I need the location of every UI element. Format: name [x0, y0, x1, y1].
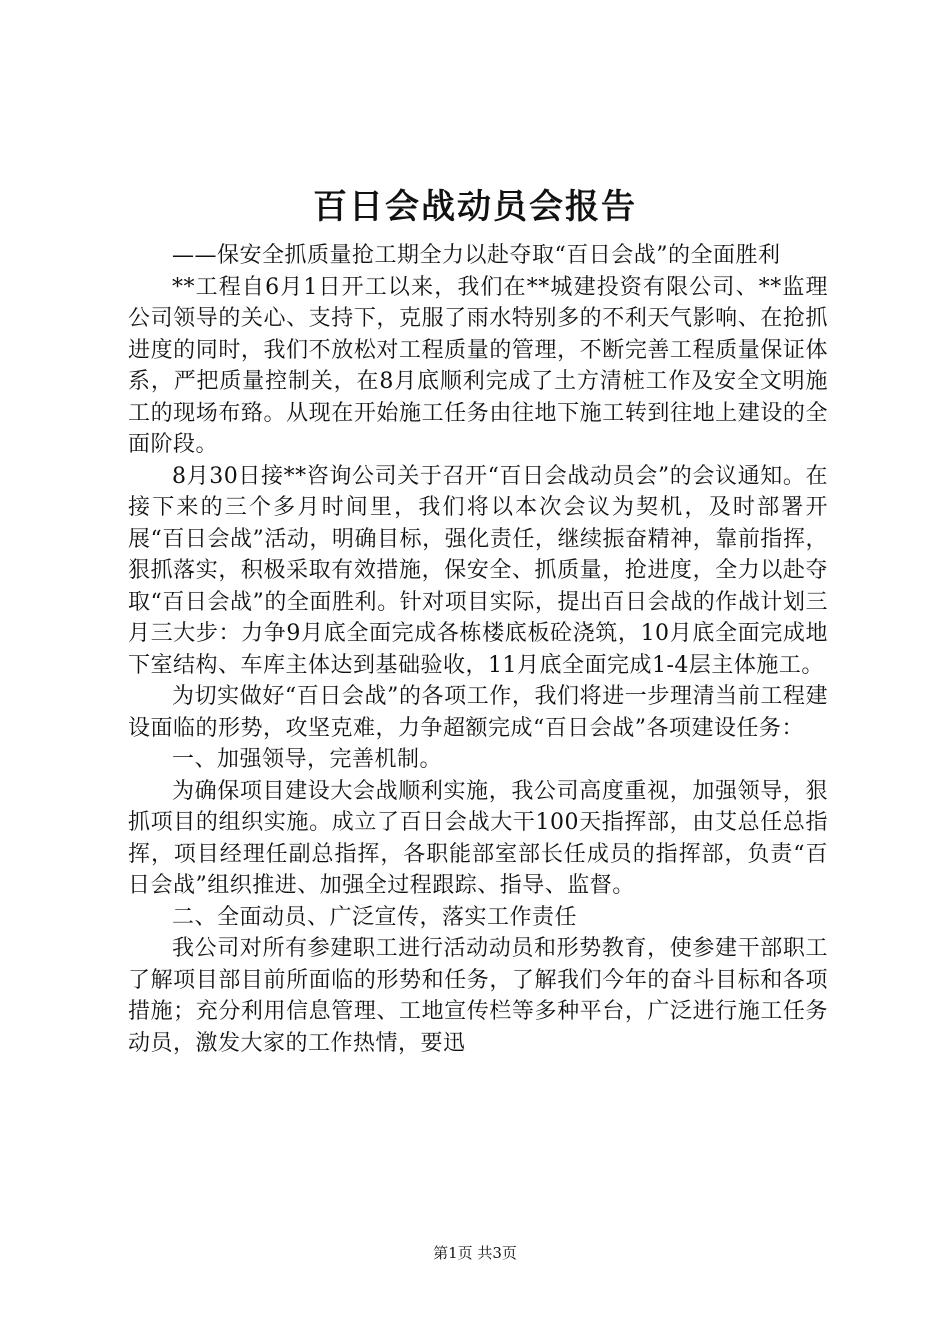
body-paragraph: 为确保项目建设大会战顺利实施，我公司高度重视，加强领导，狠抓项目的组织实施。成立了百日会战大干100天指挥部，由艾总任总指挥，项目经理任副总指挥，各职能部室部长任成员的指挥部，负责“百日会战”组织推进、加强全过程跟踪、指导、监督。: [128, 778, 828, 898]
page-number-footer: 第1页 共3页: [433, 1244, 517, 1262]
body-paragraph: 我公司对所有参建职工进行活动动员和形势教育，使参建干部职工了解项目部目前所面临的形势和任务，了解我们今年的奋斗目标和各项措施；充分利用信息管理、工地宣传栏等多种平台，广泛进行施工任务动员，激发大家的工作热情，要迅: [128, 936, 828, 1056]
body-paragraph: 8月30日接**咨询公司关于召开“百日会战动员会”的会议通知。在接下来的三个多月时间里，我们将以本次会议为契机，及时部署开展“百日会战”活动，明确目标，强化责任，继续振奋精神，靠前指挥，狠抓落实，积极采取有效措施，保安全、抓质量，抢进度，全力以赴夺取“百日会战”的全面胜利。针对项目实际，提出百日会战的作战计划三月三大步：力争9月底全面完成各栋楼底板砼浇筑，10月底全面完成地下室结构、车库主体达到基础验收，11月底全面完成1-4层主体施工。: [128, 463, 828, 678]
section-heading: 一、加强领导，完善机制。: [172, 747, 443, 772]
document-title: 百日会战动员会报告: [313, 187, 637, 227]
body-paragraph: **工程自6月1日开工以来，我们在**城建投资有限公司、**监理公司领导的关心、支持下，克服了雨水特别多的不利天气影响、在抢抓进度的同时，我们不放松对工程质量的管理，不断完善工程质量保证体系，严把质量控制关，在8月底顺利完成了土方清桩工作及安全文明施工的现场布臵。从现在开始施工任务由往地下施工转到往地上建设的全面阶段。: [128, 274, 828, 457]
subtitle-paragraph: ——保安全抓质量抢工期全力以赴夺取“百日会战”的全面胜利: [172, 243, 781, 268]
body-paragraph: 为切实做好“百日会战”的各项工作，我们将进一步理清当前工程建设面临的形势，攻坚克难，力争超额完成“百日会战”各项建设任务：: [128, 684, 828, 741]
document-body: [128, 240, 828, 1059]
section-heading: 二、全面动员、广泛宣传，落实工作责任: [172, 904, 578, 930]
